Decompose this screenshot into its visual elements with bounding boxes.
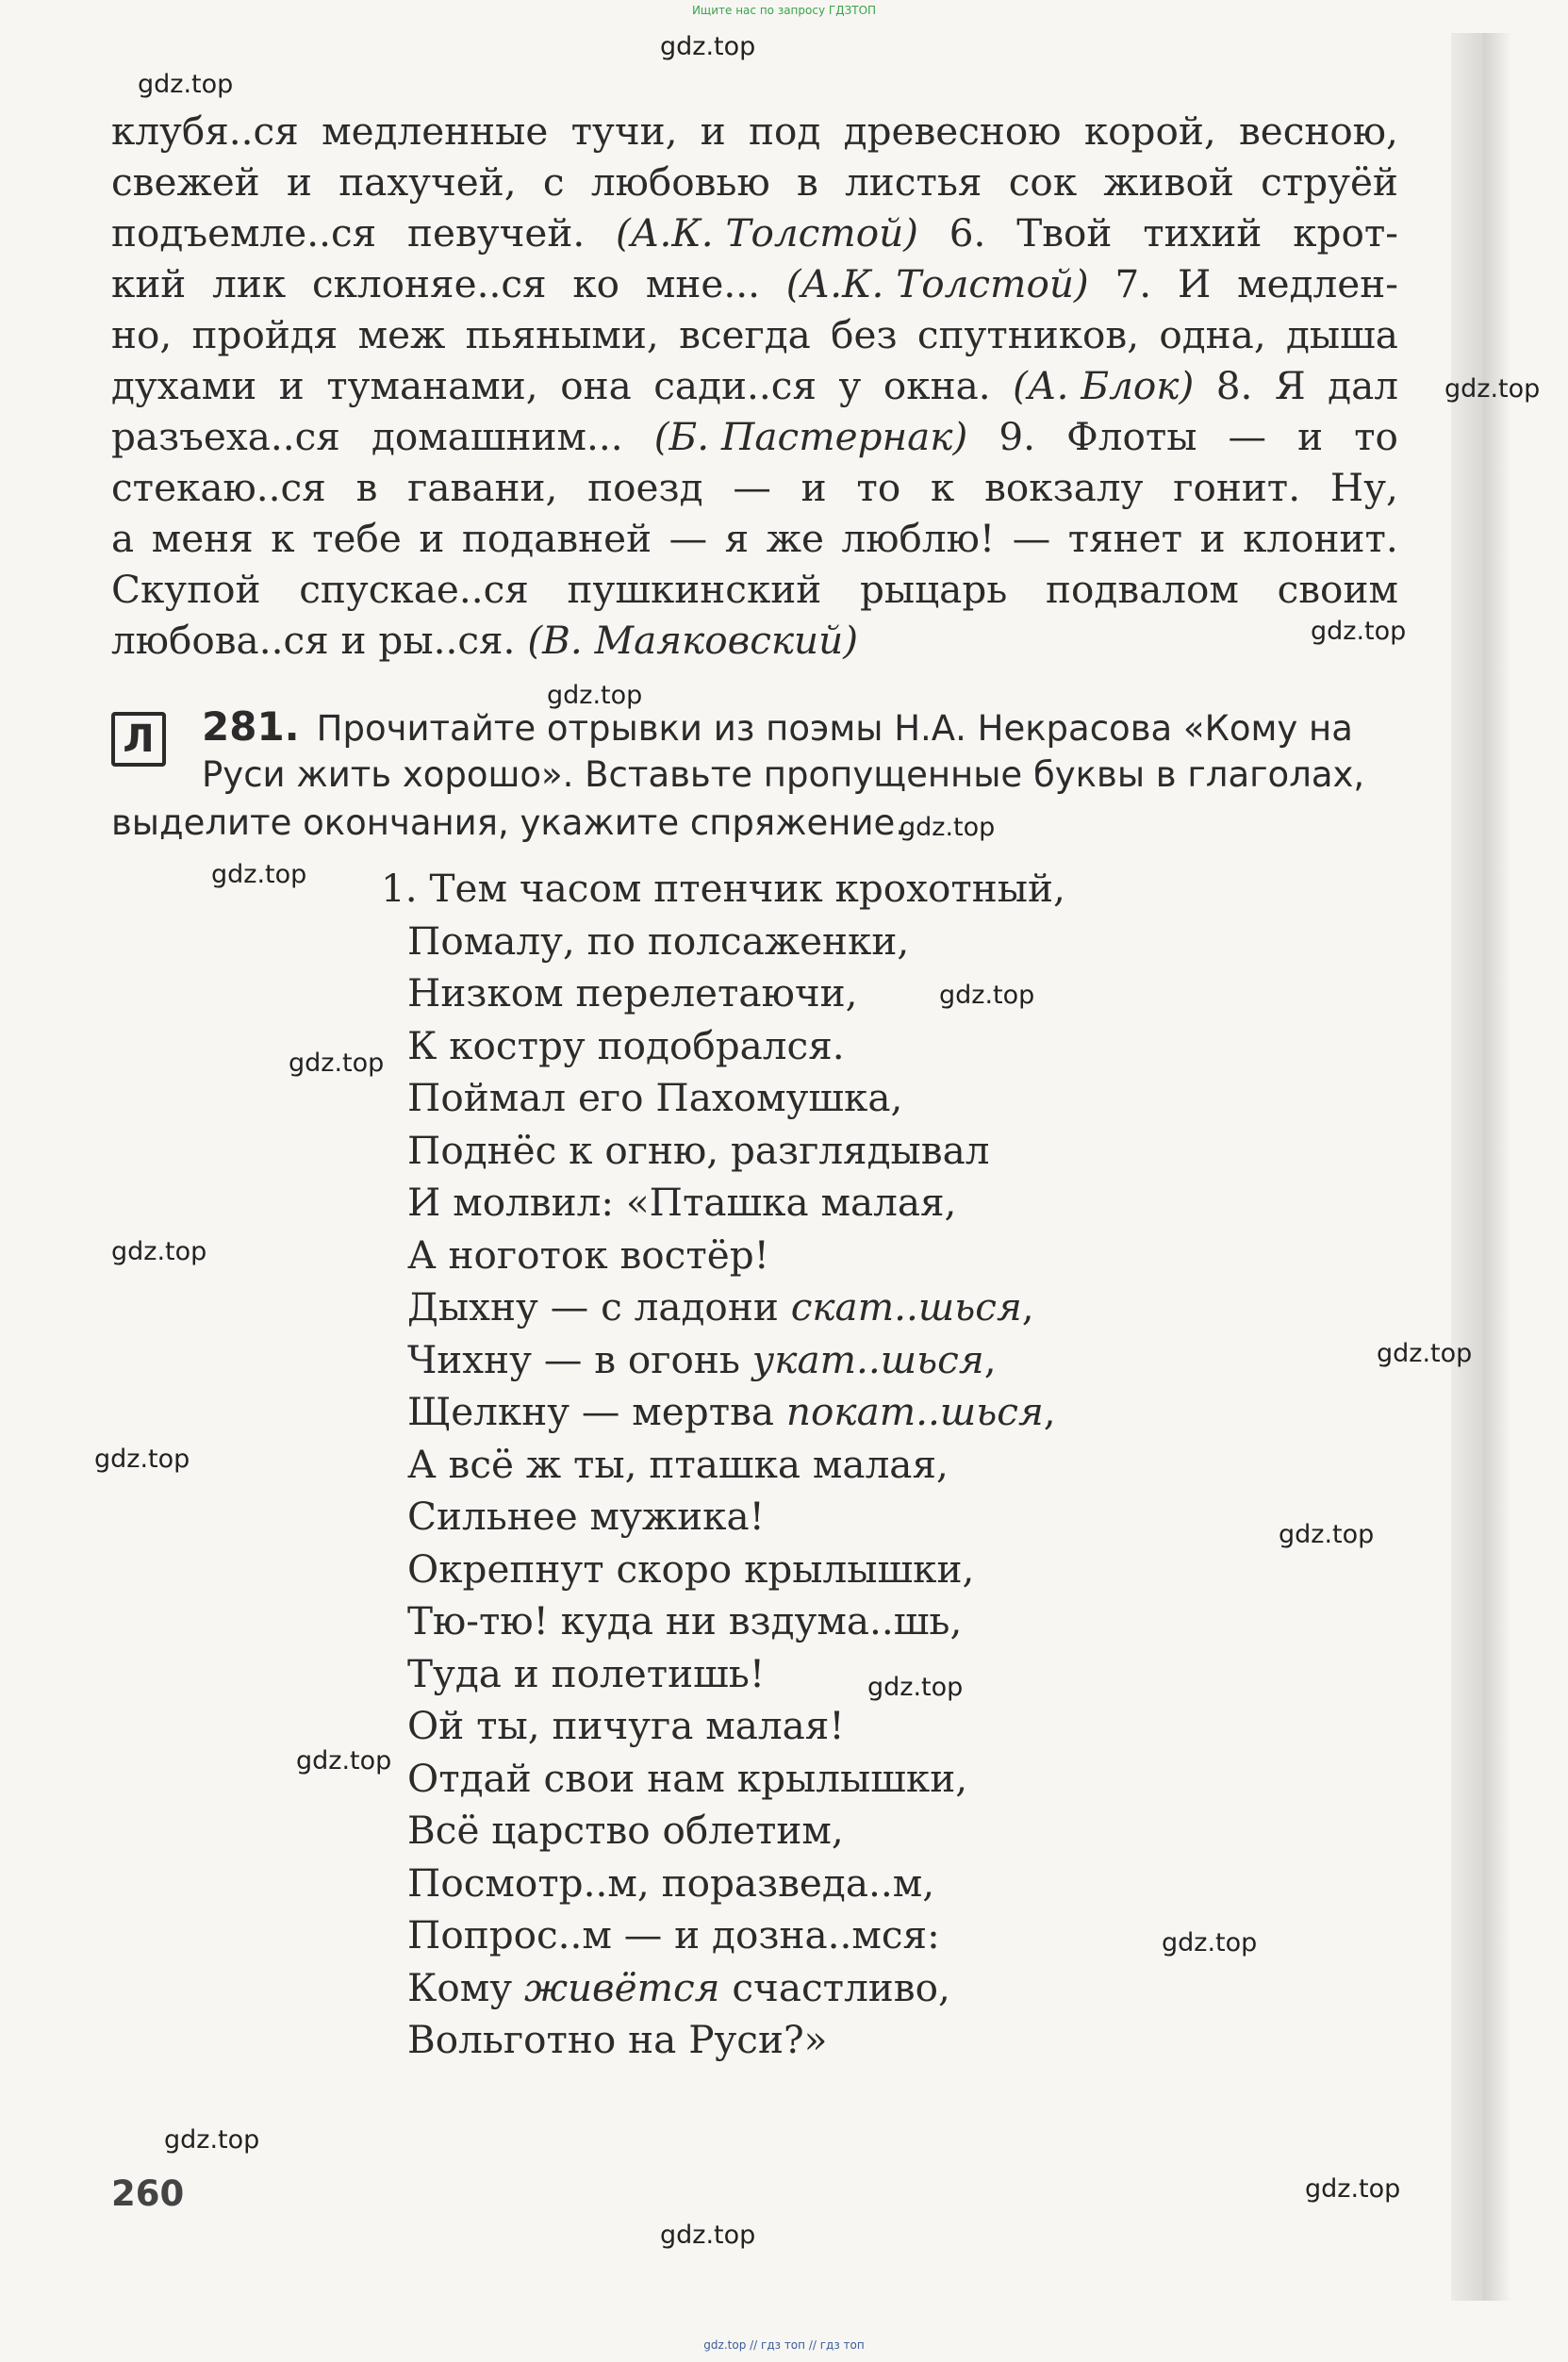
prose-word xyxy=(616,207,918,258)
prose-word: дыша xyxy=(1285,312,1398,357)
prose-word: я xyxy=(724,516,750,561)
prose-word: то xyxy=(1354,414,1398,459)
prose-word: Твой xyxy=(1016,210,1113,256)
prose-word: — xyxy=(733,465,771,510)
poem-text: А всё ж ты, пташка малая, xyxy=(407,1441,949,1487)
page-edge-gutter xyxy=(1483,33,1511,2301)
watermark: gdz.top xyxy=(1311,617,1407,646)
prose-word: и xyxy=(278,363,305,408)
prose-word: древесною xyxy=(843,108,1062,154)
prose-word xyxy=(786,258,1089,309)
poem-text: Окрепнут скоро крылышки, xyxy=(407,1545,975,1592)
poem-text: Посмотр..м, поразведа..м, xyxy=(407,1859,935,1906)
prose-word: одна, xyxy=(1159,312,1266,357)
prose-word: к xyxy=(271,516,295,561)
poem-line xyxy=(407,1648,1065,1701)
prose-word: подвалом xyxy=(1046,567,1239,612)
exercise-task xyxy=(111,702,1398,847)
prose-word: кий xyxy=(111,261,187,306)
prose-text: любова..ся и ры..ся. xyxy=(111,618,528,663)
task-line xyxy=(111,702,1398,751)
prose-word: разъеха..ся xyxy=(111,414,340,459)
prose-word: гавани, xyxy=(407,465,558,510)
prose-word: тихий xyxy=(1143,210,1263,256)
poem-text: Вольготно на Руси?» xyxy=(407,2017,828,2062)
prose-word: подъемле..ся xyxy=(111,210,377,256)
poem-text: Помалу, по полсаженки, xyxy=(407,917,910,964)
prose-word: но, xyxy=(111,312,173,357)
poem-text: И молвил: «Пташка малая, xyxy=(407,1180,957,1225)
watermark: gdz.top xyxy=(1377,1339,1473,1368)
prose-word: в xyxy=(796,159,818,205)
prose-word: и xyxy=(286,159,312,205)
prose-word: клубя..ся xyxy=(111,108,299,154)
watermark: gdz.top xyxy=(1162,1928,1258,1957)
prose-word: окна. xyxy=(883,363,991,408)
poem-line xyxy=(407,1491,1065,1544)
prose-word xyxy=(1013,360,1194,411)
prose-paragraph xyxy=(111,106,1398,666)
poem-line xyxy=(407,1544,1065,1596)
watermark: gdz.top xyxy=(94,1445,190,1474)
prose-word: и xyxy=(700,108,726,154)
prose-word: пьяными, xyxy=(465,312,659,357)
prose-italic: (Б. Пастернак) xyxy=(653,414,968,459)
prose-word: сок xyxy=(1008,159,1078,205)
poem-line xyxy=(407,916,1065,968)
watermark: gdz.top xyxy=(900,813,996,842)
prose-word: Скупой xyxy=(111,567,261,612)
poem-text: А ноготок востёр! xyxy=(407,1231,769,1278)
prose-line xyxy=(111,411,1398,462)
prose-word: Ну, xyxy=(1329,465,1398,510)
poem-italic: укат..шься xyxy=(751,1336,984,1382)
poem-line xyxy=(407,967,1065,1020)
poem-text: Туда и полетишь! xyxy=(407,1650,766,1696)
prose-word: Я xyxy=(1274,363,1306,408)
prose-word: пройдя xyxy=(191,312,338,357)
poem-text: , xyxy=(1043,1389,1056,1434)
watermark: gdz.top xyxy=(211,860,307,889)
prose-word: рыцарь xyxy=(859,567,1008,612)
watermark: gdz.top xyxy=(289,1049,385,1078)
prose-word: домашним... xyxy=(371,414,623,459)
prose-word: под xyxy=(749,108,821,154)
prose-word: без xyxy=(831,312,898,357)
prose-word: 7. xyxy=(1114,261,1152,306)
watermark: gdz.top xyxy=(1305,2174,1401,2204)
prose-word: листья xyxy=(845,159,982,205)
exercise-type-badge: Л xyxy=(111,712,166,767)
poem-text: Низком перелетаючи, xyxy=(407,970,858,1016)
poem-text: Всё царство облетим, xyxy=(407,1808,844,1853)
bottom-banner: gdz.top // гдз топ // гдз топ xyxy=(703,2338,865,2352)
prose-word: певучей. xyxy=(407,210,586,256)
prose-line xyxy=(111,462,1398,513)
prose-italic: (А.К. Толстой) xyxy=(616,210,918,256)
prose-word: весною, xyxy=(1238,108,1398,154)
prose-word: пахучей, xyxy=(338,159,517,205)
poem-line xyxy=(407,1177,1065,1230)
prose-word: духами xyxy=(111,363,257,408)
poem-line xyxy=(407,1858,1065,1910)
poem-line xyxy=(407,1753,1065,1806)
poem-line xyxy=(407,1020,1065,1073)
poem-line xyxy=(407,1281,1065,1334)
poem-line xyxy=(407,1805,1065,1858)
poem-text: Тю-тю! куда ни вздума..шь, xyxy=(407,1598,963,1643)
task-line: Руси жить хорошо». Вставьте пропущенные буквы в глаголах, xyxy=(202,754,1365,795)
watermark: gdz.top xyxy=(1279,1520,1375,1549)
prose-word: дал xyxy=(1328,363,1398,408)
prose-word: лик xyxy=(212,261,287,306)
exercise-281 xyxy=(111,702,1398,847)
exercise-number: 281. xyxy=(202,703,300,750)
prose-word: тебе xyxy=(312,516,402,561)
poem-text: К костру подобрался. xyxy=(407,1022,845,1068)
prose-word: с xyxy=(542,159,565,205)
prose-word: тучи, xyxy=(570,108,678,154)
prose-word: клонит. xyxy=(1243,516,1398,561)
poem-text: Чихну — в огонь xyxy=(407,1336,752,1382)
prose-word: — xyxy=(668,516,708,561)
prose-word: она xyxy=(560,363,632,408)
prose-word: струёй xyxy=(1261,159,1398,205)
poem-line xyxy=(407,1595,1065,1648)
prose-word: тянет xyxy=(1067,516,1183,561)
prose-line xyxy=(111,513,1398,564)
prose-word: И xyxy=(1177,261,1212,306)
prose-line xyxy=(111,309,1398,360)
prose-word: — xyxy=(1228,414,1267,459)
prose-word: вокзалу xyxy=(984,465,1144,510)
prose-word: любовью xyxy=(590,159,770,205)
prose-word: и xyxy=(419,516,445,561)
watermark: gdz.top xyxy=(111,1237,207,1266)
prose-word: своим xyxy=(1277,567,1398,612)
poem-text: Поднёс к огню, разглядывал xyxy=(407,1127,990,1173)
prose-word: живой xyxy=(1103,159,1234,205)
poem-text: счастливо, xyxy=(719,1964,950,2010)
prose-italic: (В. Маяковский) xyxy=(527,618,859,663)
prose-word xyxy=(654,411,968,462)
prose-italic: (А. Блок) xyxy=(1013,363,1195,408)
prose-word: люблю! xyxy=(841,516,996,561)
poem-line xyxy=(407,1962,1065,2015)
page-number: 260 xyxy=(111,2173,185,2214)
prose-word: ко xyxy=(572,261,620,306)
prose-word: крот- xyxy=(1293,210,1398,256)
prose-word: склоняе..ся xyxy=(311,261,547,306)
prose-word: — xyxy=(1012,516,1051,561)
prose-word: подавней xyxy=(461,516,652,561)
poem-text: Щелкну — мертва xyxy=(407,1389,786,1434)
watermark: gdz.top xyxy=(138,70,234,99)
poem-text: , xyxy=(1021,1284,1034,1330)
watermark: gdz.top xyxy=(939,981,1035,1010)
watermark: gdz.top xyxy=(547,681,643,710)
poem-text: 1. Тем часом птенчик крохотный, xyxy=(381,866,1065,911)
poem-text: Отдай свои нам крылышки, xyxy=(407,1755,968,1801)
poem-italic: живётся xyxy=(523,1964,720,2010)
prose-word: меня xyxy=(151,516,254,561)
prose-line xyxy=(111,157,1398,207)
poem-line xyxy=(407,1439,1065,1492)
poem-text: Дыхну — с ладони xyxy=(407,1284,791,1330)
prose-word: и xyxy=(1199,516,1226,561)
watermark: gdz.top xyxy=(660,2221,756,2250)
watermark: gdz.top xyxy=(296,1746,392,1776)
prose-word: стекаю..ся xyxy=(111,465,326,510)
poem-text: , xyxy=(983,1336,997,1382)
poem-text: Кому xyxy=(407,1964,524,2010)
poem-line xyxy=(407,1909,1065,1962)
poem-text: Поймал его Пахомушка, xyxy=(407,1075,903,1120)
prose-word: и xyxy=(801,465,827,510)
prose-line xyxy=(111,207,1398,258)
prose-word: корой, xyxy=(1083,108,1216,154)
prose-word: то xyxy=(856,465,901,510)
prose-italic: (А.К. Толстой) xyxy=(785,261,1089,306)
poem-text: Попрос..м — и дозна..мся: xyxy=(407,1912,940,1957)
watermark: gdz.top xyxy=(164,2125,260,2155)
poem-excerpt xyxy=(381,863,1065,2067)
poem-line xyxy=(407,1700,1065,1753)
prose-line xyxy=(111,258,1398,309)
poem-text: Ой ты, пичуга малая! xyxy=(407,1703,845,1748)
prose-line xyxy=(111,106,1398,157)
prose-word: пушкинский xyxy=(567,567,822,612)
prose-word: поезд xyxy=(587,465,703,510)
task-text: Прочитайте отрывки из поэмы Н.А. Некрасова «Кому на xyxy=(316,708,1353,749)
poem-line xyxy=(381,863,1065,916)
prose-word: спускае..ся xyxy=(299,567,529,612)
poem-line xyxy=(407,1125,1065,1178)
top-banner: Ищите нас по запросу ГДЗТОП xyxy=(691,4,877,17)
prose-word: медленные xyxy=(322,108,549,154)
prose-word: меж xyxy=(357,312,446,357)
watermark: gdz.top xyxy=(1444,374,1541,404)
prose-line xyxy=(111,564,1398,615)
prose-word: а xyxy=(111,516,135,561)
prose-word: же xyxy=(766,516,824,561)
prose-word: 6. xyxy=(949,210,986,256)
prose-word: 8. xyxy=(1215,363,1253,408)
prose-word: всегда xyxy=(679,312,811,357)
prose-word: медлен- xyxy=(1237,261,1398,306)
prose-word: у xyxy=(838,363,862,408)
poem-italic: покат..шься xyxy=(785,1389,1044,1434)
prose-word: 9. xyxy=(999,414,1036,459)
watermark: gdz.top xyxy=(660,32,756,61)
prose-word: туманами, xyxy=(326,363,538,408)
prose-word: к xyxy=(931,465,955,510)
prose-word: мне... xyxy=(645,261,760,306)
poem-line xyxy=(407,1334,1065,1387)
poem-line xyxy=(407,1386,1065,1439)
page-edge-shadow xyxy=(1451,33,1483,2301)
prose-word: сади..ся xyxy=(653,363,817,408)
prose-word: спутников, xyxy=(916,312,1140,357)
poem-italic: скат..шься xyxy=(790,1284,1022,1330)
poem-line xyxy=(407,1072,1065,1125)
watermark: gdz.top xyxy=(867,1673,964,1702)
poem-text: Сильнее мужика! xyxy=(407,1494,765,1539)
poem-line xyxy=(407,1230,1065,1282)
prose-word: гонит. xyxy=(1173,465,1301,510)
prose-word: Флоты xyxy=(1066,414,1197,459)
prose-word: и xyxy=(1297,414,1324,459)
prose-line xyxy=(111,360,1398,411)
task-line: выделите окончания, укажите спряжение. xyxy=(111,802,907,843)
prose-word: свежей xyxy=(111,159,260,205)
prose-line xyxy=(111,615,1398,666)
prose-word: в xyxy=(355,465,378,510)
poem-line xyxy=(407,2014,1065,2067)
